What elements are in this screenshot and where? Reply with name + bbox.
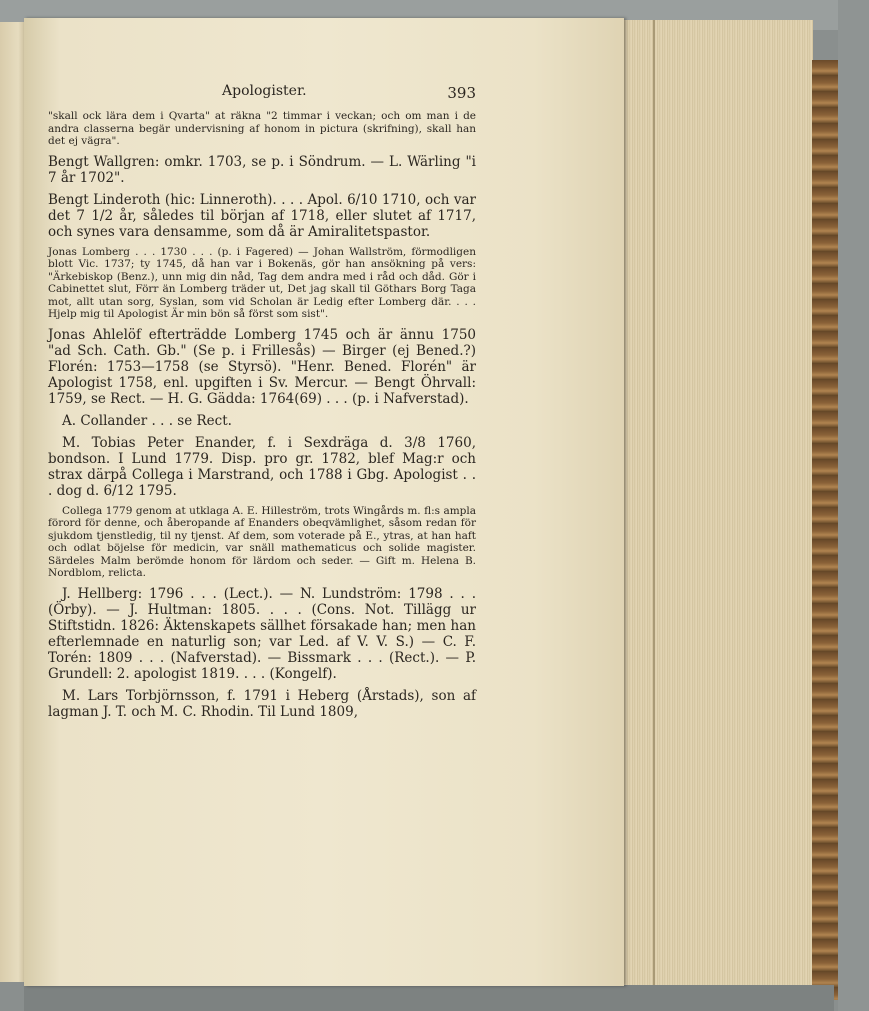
entry-collander: A. Collander . . . se Rect. xyxy=(62,412,232,429)
page-number: 393 xyxy=(447,84,476,102)
entry-ahlelof: Jonas Ahlelöf efterträdde Lomberg 1745 och är ännu 1750 "ad Sch. Cath. Gb." (Se p. i Frillesås) — Birger (ej Bened.?) Florén: 1753—1758 (se Styrsö). "Henr. Bened. Florén" är Apologist 1758, enl. upgiften i Sv. Mercur. — Bengt Öhrvall: 1759, se Rect. — H. G. Gädda: 1764(69) . . . (p. i Nafverstad). xyxy=(48,326,476,407)
background-right xyxy=(838,0,869,1011)
note-enander: Collega 1779 genom at utklaga A. E. Hilleström, trots Wingårds m. fl:s ampla förord för denne, och åberopande af Enanders obeqvämlighet, såsom redan för sjukdom tjenstledig, til ny tjenst. Af dem, som voterade på E., ytras, at han haft och odlat böjelse för medicin, var snäll mathematicus och solide magister. Särdeles Malm berömde honom för lärdom och seder. — Gift m. Helena B. Nordblom, relicta. xyxy=(48,504,476,579)
running-head: Apologister. xyxy=(222,83,307,99)
paragraph-quote-qvarta: "skall ock lära dem i Qvarta" at räkna "2 timmar i veckan; och om man i de andra classerna begär undervisning af honom in pictura (skrifning), skall han det ej vägra". xyxy=(48,110,476,147)
background-bottom xyxy=(24,985,834,1011)
entry-wallgren: Bengt Wallgren: omkr. 1703, se p. i Söndrum. — L. Wärling "i 7 år 1702". xyxy=(48,153,476,186)
left-page-edge xyxy=(0,22,27,982)
entry-enander: M. Tobias Peter Enander, f. i Sexdräga d. 3/8 1760, bondson. I Lund 1779. Disp. pro gr. 1782, blef Mag:r och strax därpå Collega i Marstrand, och 1788 i Gbg. Apologist . . . dog d. 6/12 1795. xyxy=(48,434,476,499)
entry-lomberg: Jonas Lomberg . . . 1730 . . . (p. i Fagered) — Johan Wallström, förmodligen blott Vic. 1737; ty 1745, då han var i Bokenäs, gör han ansökning på vers: "Ärkebiskop (Benz.), unn mig din nåd, Tag dem andra med i råd och dåd. Gör i Cabinettet slut, Förr än Lomberg träder ut, Det jag skall til Göthars Borg Taga mot, allt utan sorg, Syslan, som vid Scholan är Ledig efter Lomberg där. . . . Hjelp mig til Apologist Är min bön så först som sist". xyxy=(48,245,476,320)
entry-linderoth: Bengt Linderoth (hic: Linneroth). . . . Apol. 6/10 1710, och var det 7 1/2 år, således til början af 1718, eller slutet af 1717, och synes vara densamme, som då är Amiralitetspastor. xyxy=(48,191,476,240)
entry-hellberg: J. Hellberg: 1796 . . . (Lect.). — N. Lundström: 1798 . . . (Örby). — J. Hultman: 1805. . . . (Cons. Not. Tillägg ur Stiftstidn. 1826: Äktenskapets sällhet försakade han; men han efterlemnade en naturlig son; var Led. af V. V. S.) — C. F. Torén: 1809 . . . (Nafverstad). — Bissmark . . . (Rect.). — P. Grundell: 2. apologist 1819. . . . (Kongelf). xyxy=(48,585,476,682)
book-page-edges xyxy=(612,20,813,986)
page-text xyxy=(48,84,476,726)
page-header xyxy=(48,84,476,110)
entry-torbjornsson: M. Lars Torbjörnsson, f. 1791 i Heberg (Årstads), son af lagman J. T. och M. C. Rhodin. Til Lund 1809, xyxy=(48,687,476,720)
